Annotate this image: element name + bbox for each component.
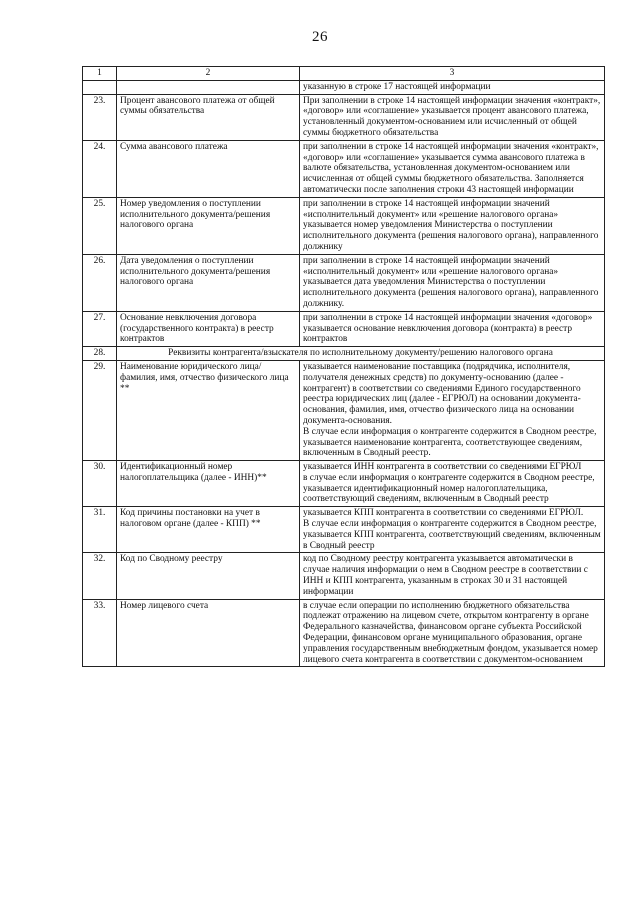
table-row bbox=[83, 347, 605, 361]
description-cell bbox=[300, 461, 605, 507]
row-number: 30. bbox=[83, 461, 117, 507]
description-cell bbox=[300, 140, 605, 197]
row-number: 27. bbox=[83, 311, 117, 346]
row-number: 33. bbox=[83, 599, 117, 667]
table-row bbox=[83, 553, 605, 599]
table-row bbox=[83, 140, 605, 197]
column-header-1: 1 bbox=[83, 67, 117, 81]
field-description: при заполнении в строке 14 настоящей информации значения «договор» указывается основание невключения договора (контракта) в реестр контрактов bbox=[303, 312, 593, 345]
page-number: 26 bbox=[312, 29, 328, 45]
requisites-table bbox=[82, 66, 605, 667]
row-number: 28. bbox=[83, 347, 117, 361]
table-row bbox=[83, 360, 605, 460]
description-cell bbox=[300, 507, 605, 553]
field-name: Номер лицевого счета bbox=[117, 599, 300, 667]
field-description: При заполнении в строке 14 настоящей информации значения «контракт», «договор» или «соглашение» указывается процент авансового платежа, установленный документом-основанием или исчисленный от общей суммы бюджетного обязательства bbox=[303, 95, 601, 138]
description-cell bbox=[300, 94, 605, 140]
column-header-2: 2 bbox=[117, 67, 300, 81]
section-heading: Реквизиты контрагента/взыскателя по исполнительному документу/решению налогового органа bbox=[117, 347, 605, 361]
field-name: Процент авансового платежа от общей суммы обязательства bbox=[117, 94, 300, 140]
field-description: при заполнении в строке 14 настоящей информации значений «исполнительный документ» или «решение налогового органа» указывается дата уведомления Министерства о поступлении исполнительного документа (решения налогового органа), направленного должнику. bbox=[303, 255, 599, 309]
row-number: 25. bbox=[83, 197, 117, 254]
table-row bbox=[83, 461, 605, 507]
field-name: Идентификационный номер налогоплательщика (далее - ИНН)** bbox=[117, 461, 300, 507]
table-row bbox=[83, 94, 605, 140]
table-row bbox=[83, 599, 605, 667]
table-header-row bbox=[83, 67, 605, 81]
table-row bbox=[83, 197, 605, 254]
field-name: Код причины постановки на учет в налоговом органе (далее - КПП) ** bbox=[117, 507, 300, 553]
field-name: Наименование юридического лица/фамилия, имя, отчество физического лица ** bbox=[117, 360, 300, 460]
field-description: код по Сводному реестру контрагента указывается автоматически в случае наличия информации о нем в Сводном реестре в соответствии с ИНН и КПП контрагента, указанным в строках 30 и 31 настоящей информации bbox=[303, 554, 588, 597]
continuation-text: указанную в строке 17 настоящей информации bbox=[300, 80, 605, 94]
row-number: 31. bbox=[83, 507, 117, 553]
field-name: Основание невключения договора (государственного контракта) в реестр контрактов bbox=[117, 311, 300, 346]
row-number: 23. bbox=[83, 94, 117, 140]
row-number: 29. bbox=[83, 360, 117, 460]
description-cell bbox=[300, 254, 605, 311]
field-description: при заполнении в строке 14 настоящей информации значения «контракт», «договор» или «соглашение» указывается сумма авансового платежа в валюте обязательства, установленная документом-основанием или исчисленная от общей суммы бюджетного обязательства. Заполняется автоматически после заполнения строки 43 настоящей информации bbox=[303, 141, 599, 195]
field-description: в случае если операции по исполнению бюджетного обязательства подлежат отражению на лицевом счете, открытом контрагенту в органе Федерального казначейства, финансовом органе субъекта Российской Федерации, финансовом органе муниципального образования, органе управления государственным внебюджетным фондом, указывается номер лицевого счета контрагента в соответствии с документом-основанием bbox=[303, 600, 598, 665]
field-name: Код по Сводному реестру bbox=[117, 553, 300, 599]
row-number: 26. bbox=[83, 254, 117, 311]
description-cell bbox=[300, 553, 605, 599]
field-name: Номер уведомления о поступлении исполнительного документа/решения налогового органа bbox=[117, 197, 300, 254]
description-cell bbox=[300, 197, 605, 254]
field-name: Сумма авансового платежа bbox=[117, 140, 300, 197]
row-number: 24. bbox=[83, 140, 117, 197]
description-cell bbox=[300, 360, 605, 460]
description-cell bbox=[300, 599, 605, 667]
field-description: указывается наименование поставщика (подрядчика, исполнителя, получателя денежных средств) по документу-основанию (далее - контрагент) в соответствии со сведениями Единого государственного реестра юридических лиц (далее - ЕГРЮЛ) на основании документа-основания, фамилия, имя, отчество физического лица на основании документа-основания. В случае если информация о контрагенте содержится в Сводном реестре, указывается наименование контрагента, соответствующее сведениям, включенным в Сводный реестр. bbox=[303, 361, 597, 459]
field-name: Дата уведомления о поступлении исполнительного документа/решения налогового органа bbox=[117, 254, 300, 311]
field-description: при заполнении в строке 14 настоящей информации значений «исполнительный документ» или «решение налогового органа» указывается номер уведомления Министерства о поступлении исполнительного документа (решения налогового органа), направленного должнику bbox=[303, 198, 599, 252]
continuation-row bbox=[83, 80, 605, 94]
table-row bbox=[83, 311, 605, 346]
description-cell bbox=[300, 311, 605, 346]
field-description: указывается КПП контрагента в соответствии со сведениями ЕГРЮЛ. В случае если информация о контрагенте содержится в Сводном реестре, указывается КПП контрагента, соответствующий сведениям, включенным в Сводный реестр bbox=[303, 508, 601, 551]
field-description: указывается ИНН контрагента в соответствии со сведениями ЕГРЮЛ в случае если информация о контрагенте содержится в Сводном реестре, указывается идентификационный номер налогоплательщика, соответствующий сведениям, включенным в Сводный реестр bbox=[303, 462, 595, 505]
table-row bbox=[83, 254, 605, 311]
column-header-3: 3 bbox=[300, 67, 605, 81]
row-number: 32. bbox=[83, 553, 117, 599]
table-row bbox=[83, 507, 605, 553]
